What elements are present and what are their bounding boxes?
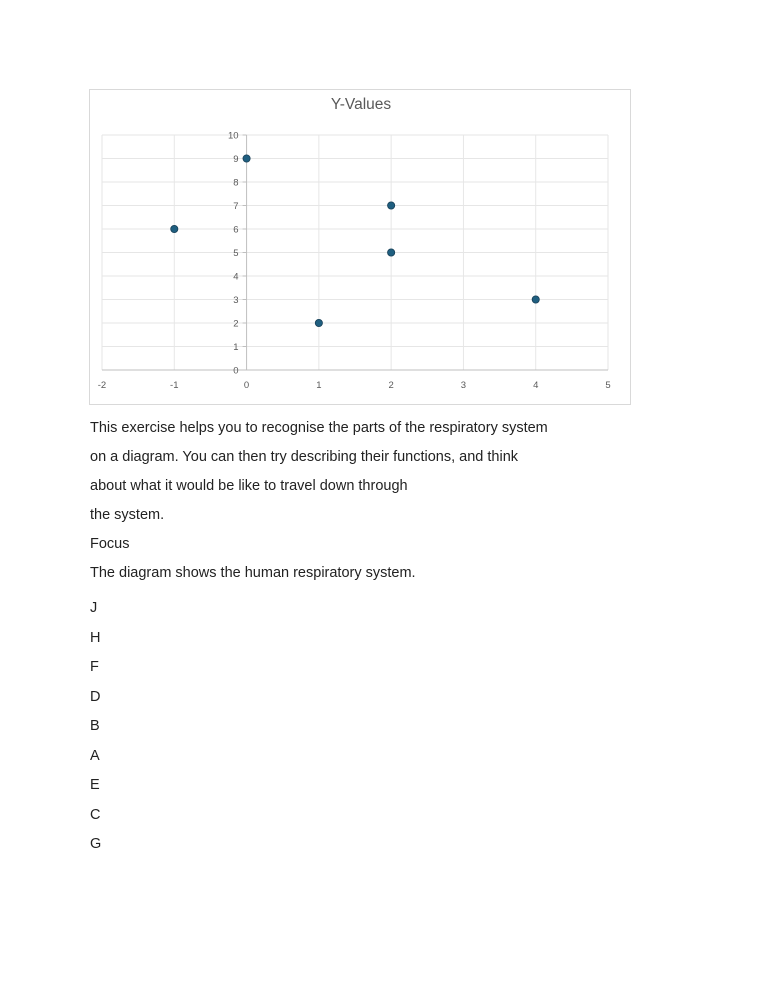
grid-layer xyxy=(102,135,608,370)
diagram-label-h: H xyxy=(90,629,101,646)
data-point xyxy=(388,249,395,256)
exercise-text xyxy=(90,418,690,592)
x-tick-label: 3 xyxy=(460,380,467,391)
y-tick-label: 7 xyxy=(233,201,239,212)
x-tick-label: 4 xyxy=(533,380,539,391)
data-point xyxy=(388,202,395,209)
paragraph-line-3: about what it would be like to travel down through xyxy=(90,478,408,494)
diagram-intro: The diagram shows the human respiratory system. xyxy=(90,565,416,581)
y-tick-label: 0 xyxy=(233,365,239,377)
x-tick-label: 2 xyxy=(388,380,394,391)
y-tick-label: 6 xyxy=(233,224,239,236)
y-tick-label: 4 xyxy=(233,271,239,283)
x-tick-label: 5 xyxy=(605,380,611,391)
data-point xyxy=(243,155,250,162)
scatter-chart xyxy=(89,89,631,405)
x-tick-label: -1 xyxy=(170,380,179,391)
data-point xyxy=(171,225,178,232)
diagram-label-d: D xyxy=(90,688,101,705)
x-tick-label: 1 xyxy=(316,380,322,391)
y-tick-label: 1 xyxy=(233,342,239,353)
diagram-label-g: G xyxy=(90,836,102,852)
diagram-label-e: E xyxy=(90,777,100,793)
y-tick-label: 2 xyxy=(233,318,239,330)
diagram-label-j: J xyxy=(90,600,98,616)
data-point xyxy=(532,296,539,303)
diagram-label-f: F xyxy=(90,659,99,675)
diagram-label-a: A xyxy=(90,747,100,764)
y-tick-label: 9 xyxy=(233,154,239,165)
point-layer xyxy=(171,155,540,327)
paragraph-line-2: on a diagram. You can then try describing their functions, and think xyxy=(90,449,519,465)
diagram-label-list xyxy=(90,598,101,864)
paragraph-line-4: the system. xyxy=(90,507,165,523)
chart-svg xyxy=(90,90,632,406)
chart-title: Y-Values xyxy=(330,96,392,113)
diagram-label-b: B xyxy=(90,718,100,734)
diagram-label-c: C xyxy=(90,806,101,823)
data-point xyxy=(315,319,322,326)
x-tick-label: 0 xyxy=(243,380,250,391)
y-tick-label: 5 xyxy=(233,248,239,259)
y-tick-label: 10 xyxy=(227,130,239,142)
y-tick-label: 3 xyxy=(233,295,239,306)
x-tick-label: -2 xyxy=(97,380,107,391)
y-tick-label: 8 xyxy=(233,177,239,189)
focus-heading: Focus xyxy=(90,536,130,552)
paragraph-line-1: This exercise helps you to recognise the parts of the respiratory system xyxy=(90,420,548,436)
